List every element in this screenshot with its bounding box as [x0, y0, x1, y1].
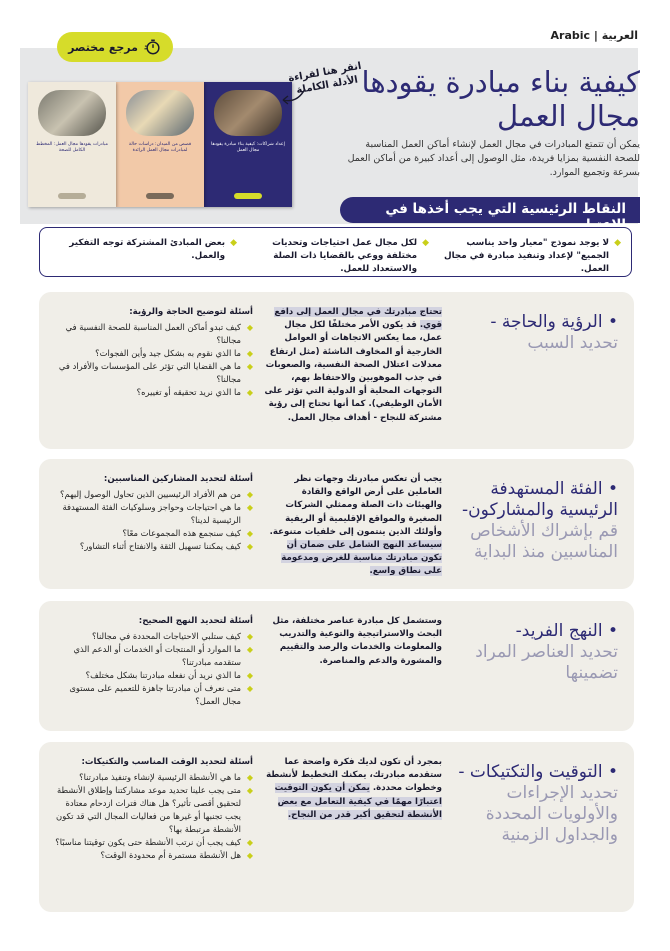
- question-item: ◆ ما الموارد أو المنتجات أو الخدمات أو الدعم الذي ستقدمه مبادرتنا؟: [53, 643, 253, 669]
- stopwatch-icon: [144, 38, 162, 56]
- question-item: ◆ من هم الأفراد الرئيسيين الذين تحاول الوصول إليهم؟: [53, 488, 253, 501]
- question-item: ◆ ما هي القضايا التي تؤثر على المؤسسات والأفراد في مجالنا؟: [53, 360, 253, 386]
- question-item: ◆ كيف سنجمع هذه المجموعات معًا؟: [53, 527, 253, 540]
- key-point: ◆ لا يوجد نموذج "معيار واحد يناسب الجميع" لإعداد وتنفيذ مبادرة في مجال العمل.: [443, 238, 621, 274]
- question-item: ◆ ما الذي نريد تحقيقه أو تغييره؟: [53, 386, 253, 399]
- question-item: ◆ كيف يمكننا تسهيل الثقة والانفتاح أثناء التشاور؟: [53, 540, 253, 553]
- curved-arrow-icon: [279, 86, 309, 108]
- key-points-banner: النقاط الرئيسية التي يجب أخذها في الاعتبار: [340, 197, 640, 223]
- questions-list: أسئلة لتوضيح الحاجة والرؤية: ◆ كيف تبدو أماكن العمل المناسبة للصحة النفسية في مجالنا؟ ◆ ما الذي نقوم به بشكل جيد وأين الفجوات؟ ◆ ما هي القضايا التي تؤثر على المؤسسات والأفراد في مجالنا؟ ◆ ما الذي نريد تحقيقه أو تغييره؟: [53, 306, 253, 399]
- section-approach: [39, 601, 634, 731]
- guide-cover-3[interactable]: [28, 82, 116, 207]
- diamond-bullet-icon: ◆: [614, 238, 621, 248]
- cover-mark: [234, 193, 262, 199]
- cover-title: إعداد شراكات: كيفية بناء مبادرة يقودها مجال العمل: [211, 142, 285, 154]
- read-full-guides-link[interactable]: انقر هنا لقراءة الأدلة الكاملة: [287, 60, 363, 97]
- question-item: ◆ كيف يجب أن نرتب الأنشطة حتى يكون توقيتنا مناسبًا؟: [53, 836, 253, 849]
- question-item: ◆ ما الذي نقوم به بشكل جيد وأين الفجوات؟: [53, 347, 253, 360]
- quick-reference-badge: [57, 32, 173, 62]
- questions-list: أسئلة لتحديد النهج الصحيح: ◆ كيف ستلبي الاحتياجات المحددة في مجالنا؟ ◆ ما الموارد أو المنتجات أو الخدمات أو الدعم الذي ستقدمه مبادرتنا؟ ◆ ما الذي نريد أن نفعله مبادرتنا بشكل مختلف؟ ◆ متى نعرف أن مبادرتنا جاهزة للتعميم على مستوى مجال العمل؟: [53, 615, 253, 708]
- section-body: تحتاج مبادرتك في مجال العمل إلى دافع قوي. قد يكون الأمر مختلفًا لكل مجال عمل، مما يعكس الاتجاهات أو العوامل الخارجية أو المخاوف الناشئة (مثل ارتفاع معدلات اعتلال الصحة النفسية، والصعوبات في جذب الموهوبين والاحتفاظ بهم، التوجهات المحلية أو الدولية التي تؤثر على الأمان الوظيفي). كما أنها تحتاج إلى رؤية مشتركة للنجاح - أهداف مجال العمل.: [264, 307, 442, 423]
- section-heading: • الفئة المستهدفة الرئيسية والمشاركون- قم بإشراك الأشخاص المناسبين منذ البداية: [462, 479, 618, 562]
- question-item: ◆ هل الأنشطة مستمرة أم محدودة الوقت؟: [53, 849, 253, 862]
- language-label[interactable]: Arabic | العربية: [550, 29, 638, 42]
- question-item: ◆ كيف تبدو أماكن العمل المناسبة للصحة النفسية في مجالنا؟: [53, 321, 253, 347]
- question-item: ◆ ما هي الأنشطة الرئيسية لإنشاء وتنفيذ مبادرتنا؟: [53, 771, 253, 784]
- diamond-bullet-icon: ◆: [230, 238, 237, 248]
- cover-photo: [38, 90, 106, 136]
- section-body: يجب أن تعكس مبادرتك وجهات نظر العاملين على أرض الواقع والقادة والهيئات ذات الصلة وممثلي الشركات الصغيرة والمواقع الإقليمية أو الريفية وأولئك الذين ينتمون إلى خلفيات متنوعة. سيساعد النهج الشامل على ضمان أن تكون مبادرتك مناسبة للغرض ومدعومة على نطاق واسع.: [269, 474, 442, 577]
- question-item: ◆ كيف ستلبي الاحتياجات المحددة في مجالنا؟: [53, 630, 253, 643]
- cover-photo: [126, 90, 194, 136]
- cover-mark: [146, 193, 174, 199]
- section-vision-need: [39, 292, 634, 449]
- cover-photo: [214, 90, 282, 136]
- questions-list: أسئلة لتحديد الوقت المناسب والتكتيكات: ◆ ما هي الأنشطة الرئيسية لإنشاء وتنفيذ مبادرتنا؟ ◆ متى يجب علينا تحديد موعد مشاركتنا وإطلاق الأنشطة لتحقيق أقصى تأثير؟ هل هناك فترات ازدحام معتادة يجب تجنبها أو غيرها من فعاليات المجال التي قد تكون الأنشطة مرتبطة بها؟ ◆ كيف يجب أن نرتب الأنشطة حتى يكون توقيتنا مناسبًا؟ ◆ هل الأنشطة مستمرة أم محدودة الوقت؟: [53, 756, 253, 862]
- section-body: وستشمل كل مبادرة عناصر مختلفة، مثل البحث والاستراتيجية والتوعية والتدريب والمعلومات والخدمات والرصد والتقييم والمشورة والدعم والمناصرة.: [272, 616, 442, 666]
- intro-text: يمكن أن تتمتع المبادرات في مجال العمل لإنشاء أماكن العمل المناسبة للصحة النفسية بمزايا فريدة، مثل الوصول إلى أعداد كبيرة من أماكن العمل بسرعة وتجميع الموارد.: [347, 139, 640, 178]
- key-point: ◆ بعض المبادئ المشتركة توجه التفكير والعمل.: [67, 237, 237, 276]
- section-heading: • الرؤية والحاجة - تحديد السبب: [490, 312, 618, 353]
- guide-covers: [22, 82, 292, 207]
- section-audience: [39, 459, 634, 589]
- question-item: ◆ ما الذي نريد أن نفعله مبادرتنا بشكل مختلف؟: [53, 669, 253, 682]
- section-heading: • النهج الفريد- تحديد العناصر المراد تضمينها: [475, 621, 618, 683]
- page-title: كيفية بناء مبادرة يقودها مجال العمل: [361, 65, 640, 133]
- question-item: ◆ متى نعرف أن مبادرتنا جاهزة للتعميم على مستوى مجال العمل؟: [53, 682, 253, 708]
- section-body: بمجرد أن تكون لديك فكرة واضحة عما ستقدمه مبادرتك، يمكنك التخطيط لأنشطة وخطوات محددة. يمكن أن يكون التوقيت اعتبارًا مهمًا في كيفية التعامل مع بعض الأنشطة لتحقيق أكبر قدر من النجاح.: [266, 757, 442, 820]
- question-item: ◆ متى يجب علينا تحديد موعد مشاركتنا وإطلاق الأنشطة لتحقيق أقصى تأثير؟ هل هناك فترات ازدحام معتادة يجب تجنبها أو غيرها من فعاليات المجال التي قد تكون الأنشطة مرتبطة بها؟: [53, 784, 253, 836]
- cover-title: مبادرات يقودها مجال العمل: المخطط الكامل للصحة: [36, 142, 108, 154]
- section-timing: [39, 742, 634, 912]
- question-item: ◆ ما هي احتياجات وحواجز وسلوكيات الفئة المستهدفة الرئيسية لدينا؟: [53, 501, 253, 527]
- key-point: ◆ لكل مجال عمل احتياجات وتحديات مختلفة ووعي بالقضايا ذات الصلة والاستعداد للعمل.: [272, 238, 429, 274]
- questions-list: أسئلة لتحديد المشاركين المناسبين: ◆ من هم الأفراد الرئيسيين الذين تحاول الوصول إليهم؟ ◆ ما هي احتياجات وحواجز وسلوكيات الفئة المستهدفة الرئيسية لدينا؟ ◆ كيف سنجمع هذه المجموعات معًا؟ ◆ كيف يمكننا تسهيل الثقة والانفتاح أثناء التشاور؟: [53, 473, 253, 553]
- cover-mark: [58, 193, 86, 199]
- cover-title: قصص من الميدان: دراسات حالة لمبادرات مجال العمل الرائدة: [128, 142, 192, 154]
- diamond-bullet-icon: ◆: [422, 238, 429, 248]
- key-points-box: [39, 227, 632, 277]
- section-heading: • التوقيت والتكتيكات - تحديد الإجراءات والأولويات المحددة والجداول الزمنية: [458, 762, 618, 845]
- badge-label: مرجع مختصر: [68, 40, 138, 54]
- guide-cover-2[interactable]: [116, 82, 204, 207]
